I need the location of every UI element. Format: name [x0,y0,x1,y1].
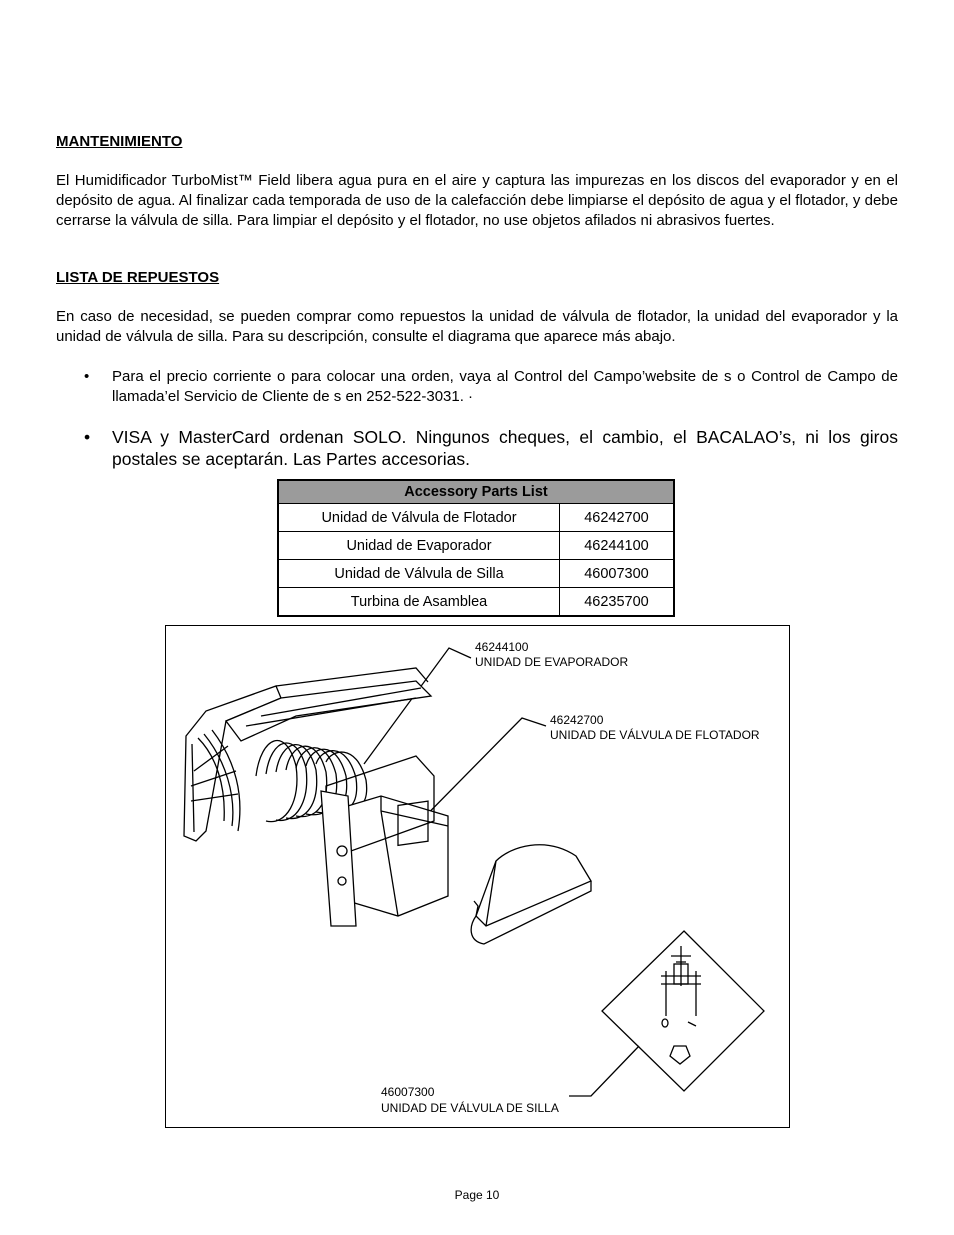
bullet-text: VISA y MasterCard ordenan SOLO. Ningunos cheques, el cambio, el BACALAO’s, ni los giros postales se aceptarán. Las Partes accesorias. [112,427,898,469]
bullet-icon: • [84,368,90,385]
table-row [278,532,674,560]
parts-diagram-drawing [166,626,789,1127]
saddle-valve-part-number: 46007300 [381,1085,435,1099]
mantenimiento-paragraph: El Humidificador TurboMist™ Field libera agua pura en el aire y captura las impurezas en los discos del evaporador y en el depósito de agua. Al finalizar cada temporada de uso de la calefacción debe limpiarse el depósito de agua y el flotador, y debe cerrarse la válvula de silla. Para limpiar el depósito y el flotador, no use objetos afilados ni abrasivos fuertes. [56,172,898,229]
page-number: Page 10 [454,1188,500,1202]
saddle-valve-leader-line [569,1046,639,1096]
parts-diagram [165,625,790,1128]
part-name: Unidad de Válvula de Flotador [278,504,560,532]
table-row [278,504,674,532]
bullet-text: Para el precio corriente o para colocar una orden, vaya al Control del Campo’website de s o Control de Campo de llamada’el Servicio de Cliente de s en 252-522-3031. · [112,368,898,405]
bullet-icon: • [84,427,91,447]
evaporator-part-label: UNIDAD DE EVAPORADOR [475,655,629,669]
accessory-parts-table [277,479,675,617]
table-title: Accessory Parts List [278,480,674,504]
part-number: 46007300 [560,560,675,588]
float-valve-part-number: 46242700 [550,713,604,727]
saddle-valve-diamond [602,931,764,1091]
float-valve-part-label: UNIDAD DE VÁLVULA DE FLOTADOR [550,728,760,742]
saddle-valve-part-label: UNIDAD DE VÁLVULA DE SILLA [381,1101,559,1115]
evaporator-part-number: 46244100 [475,640,529,654]
part-name: Turbina de Asamblea [278,588,560,617]
section-heading-repuestos: LISTA DE REPUESTOS [56,269,220,286]
section-heading-mantenimiento: MANTENIMIENTO [56,133,183,150]
part-number: 46244100 [560,532,675,560]
table-row [278,560,674,588]
part-number: 46235700 [560,588,675,617]
part-name: Unidad de Válvula de Silla [278,560,560,588]
part-name: Unidad de Evaporador [278,532,560,560]
part-number: 46242700 [560,504,675,532]
repuestos-paragraph: En caso de necesidad, se pueden comprar como repuestos la unidad de válvula de flotador, la unidad del evaporador y la unidad de válvula de silla. Para su descripción, consulte el diagrama que aparece más abajo. [56,308,898,345]
evaporator-leader-line [364,648,471,764]
table-row [278,588,674,617]
float-valve-body [471,845,591,944]
